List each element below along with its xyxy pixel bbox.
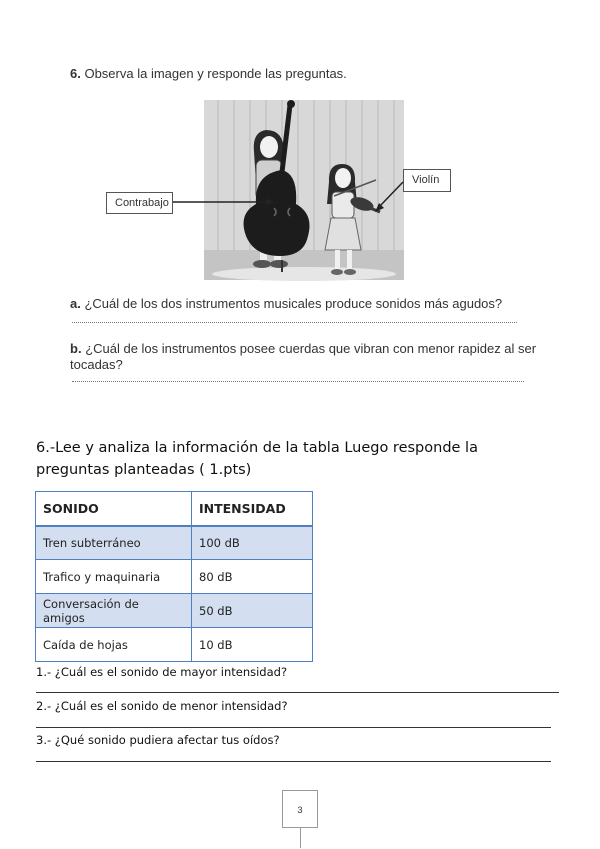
- sub-question-b-letter: b.: [70, 341, 82, 356]
- answer-line-1[interactable]: [36, 692, 559, 693]
- question-3: 3.- ¿Qué sonido pudiera afectar tus oídos?: [36, 733, 280, 747]
- cell-intensity: 10 dB: [192, 628, 313, 662]
- answer-line-b[interactable]: [72, 381, 524, 382]
- table-row: [36, 628, 313, 662]
- question-text: Observa la imagen y responde las preguntas.: [84, 66, 347, 81]
- page-number-connector: [300, 828, 301, 848]
- intensity-table: [35, 491, 313, 662]
- sub-question-b-text-line2: tocadas?: [70, 357, 123, 372]
- table-header-row: [36, 492, 313, 526]
- cell-sound: Tren subterráneo: [36, 526, 192, 560]
- callout-arrows: [170, 170, 410, 220]
- sub-question-a: [70, 296, 540, 312]
- cell-intensity: 100 dB: [192, 526, 313, 560]
- cell-sound: Caída de hojas: [36, 628, 192, 662]
- label-contrabajo: Contrabajo: [106, 192, 173, 214]
- label-violin: Violín: [403, 169, 451, 192]
- cell-intensity: 80 dB: [192, 560, 313, 594]
- cell-sound: Conversación de amigos: [36, 594, 192, 628]
- answer-line-2[interactable]: [36, 727, 551, 728]
- question-number: 6.: [70, 66, 81, 81]
- sub-question-a-letter: a.: [70, 296, 81, 311]
- answer-line-a[interactable]: [72, 322, 517, 323]
- page-number: 3: [282, 790, 318, 828]
- table-row: [36, 594, 313, 628]
- sub-question-b-text-line1: ¿Cuál de los instrumentos posee cuerdas que vibran con menor rapidez al ser: [85, 341, 537, 356]
- cell-sound: Trafico y maquinaria: [36, 560, 192, 594]
- sub-question-b: [70, 341, 550, 373]
- question-1: 1.- ¿Cuál es el sonido de mayor intensidad?: [36, 665, 288, 679]
- header-intensidad: INTENSIDAD: [192, 492, 313, 526]
- header-sonido: SONIDO: [36, 492, 192, 526]
- cell-intensity: 50 dB: [192, 594, 313, 628]
- table-row: [36, 526, 313, 560]
- question-2: 2.- ¿Cuál es el sonido de menor intensidad?: [36, 699, 288, 713]
- sub-question-a-text: ¿Cuál de los dos instrumentos musicales produce sonidos más agudos?: [84, 296, 503, 311]
- table-row: [36, 560, 313, 594]
- image-question-prompt: [70, 66, 347, 81]
- section-title: 6.-Lee y analiza la información de la tabla Luego responde la preguntas planteadas ( 1.pts): [36, 440, 478, 478]
- answer-line-3[interactable]: [36, 761, 551, 762]
